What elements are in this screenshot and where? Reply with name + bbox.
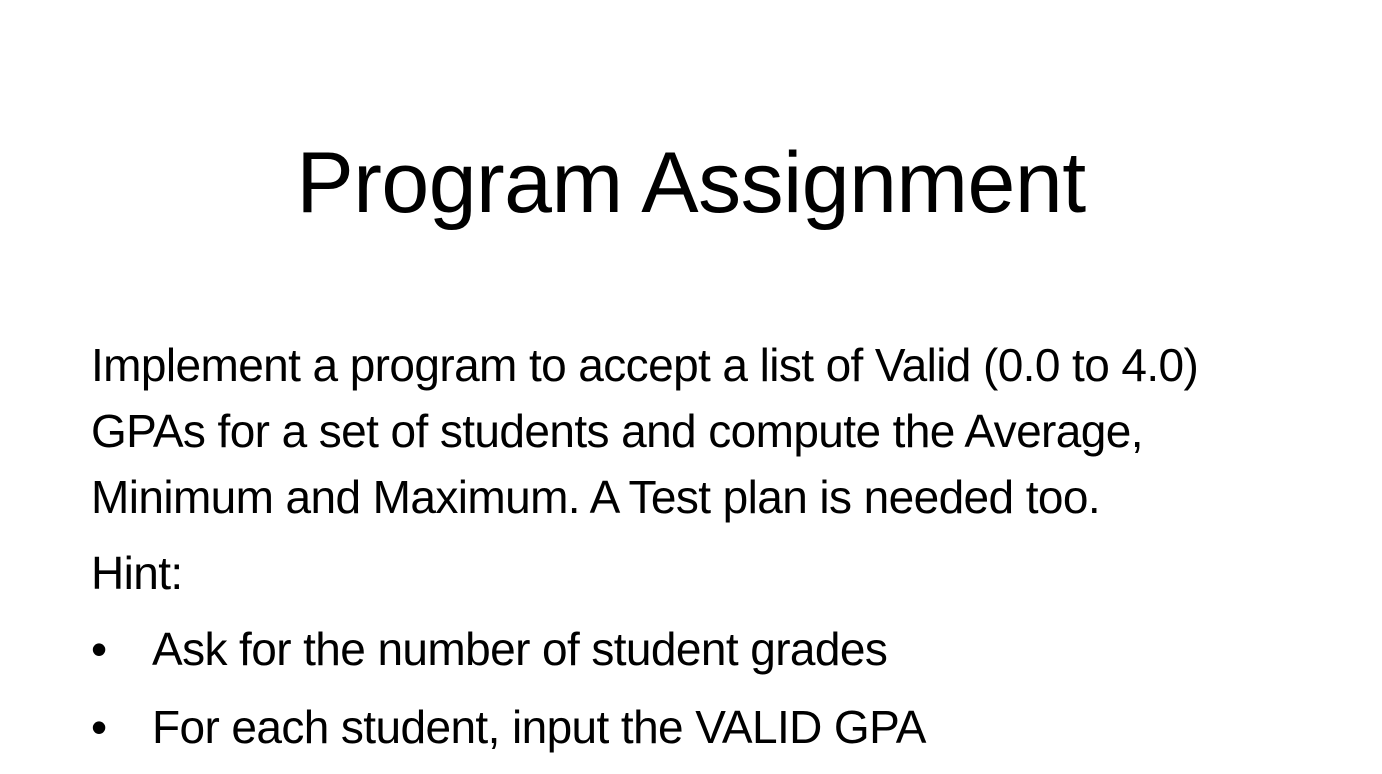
bullet-icon: •	[91, 701, 107, 753]
paragraph-line: Implement a program to accept a list of Valid (0.0 to 4.0)	[91, 339, 1199, 391]
bullet-icon: •	[91, 623, 107, 675]
paragraph-line: Minimum and Maximum. A Test plan is needed too.	[91, 471, 1101, 523]
hint-bullet-text: For each student, input the VALID GPA	[152, 701, 926, 753]
hint-bullet-list	[91, 616, 1361, 760]
assignment-paragraph	[91, 332, 1361, 530]
hint-bullet-item	[91, 616, 1361, 682]
hint-bullet-item	[91, 694, 1361, 760]
hint-bullet-text: Ask for the number of student grades	[152, 623, 888, 675]
hint-label: Hint:	[91, 547, 183, 599]
slide-title: Program Assignment	[296, 135, 1086, 231]
slide-body	[91, 332, 1361, 772]
paragraph-line: GPAs for a set of students and compute the Average,	[91, 405, 1143, 457]
